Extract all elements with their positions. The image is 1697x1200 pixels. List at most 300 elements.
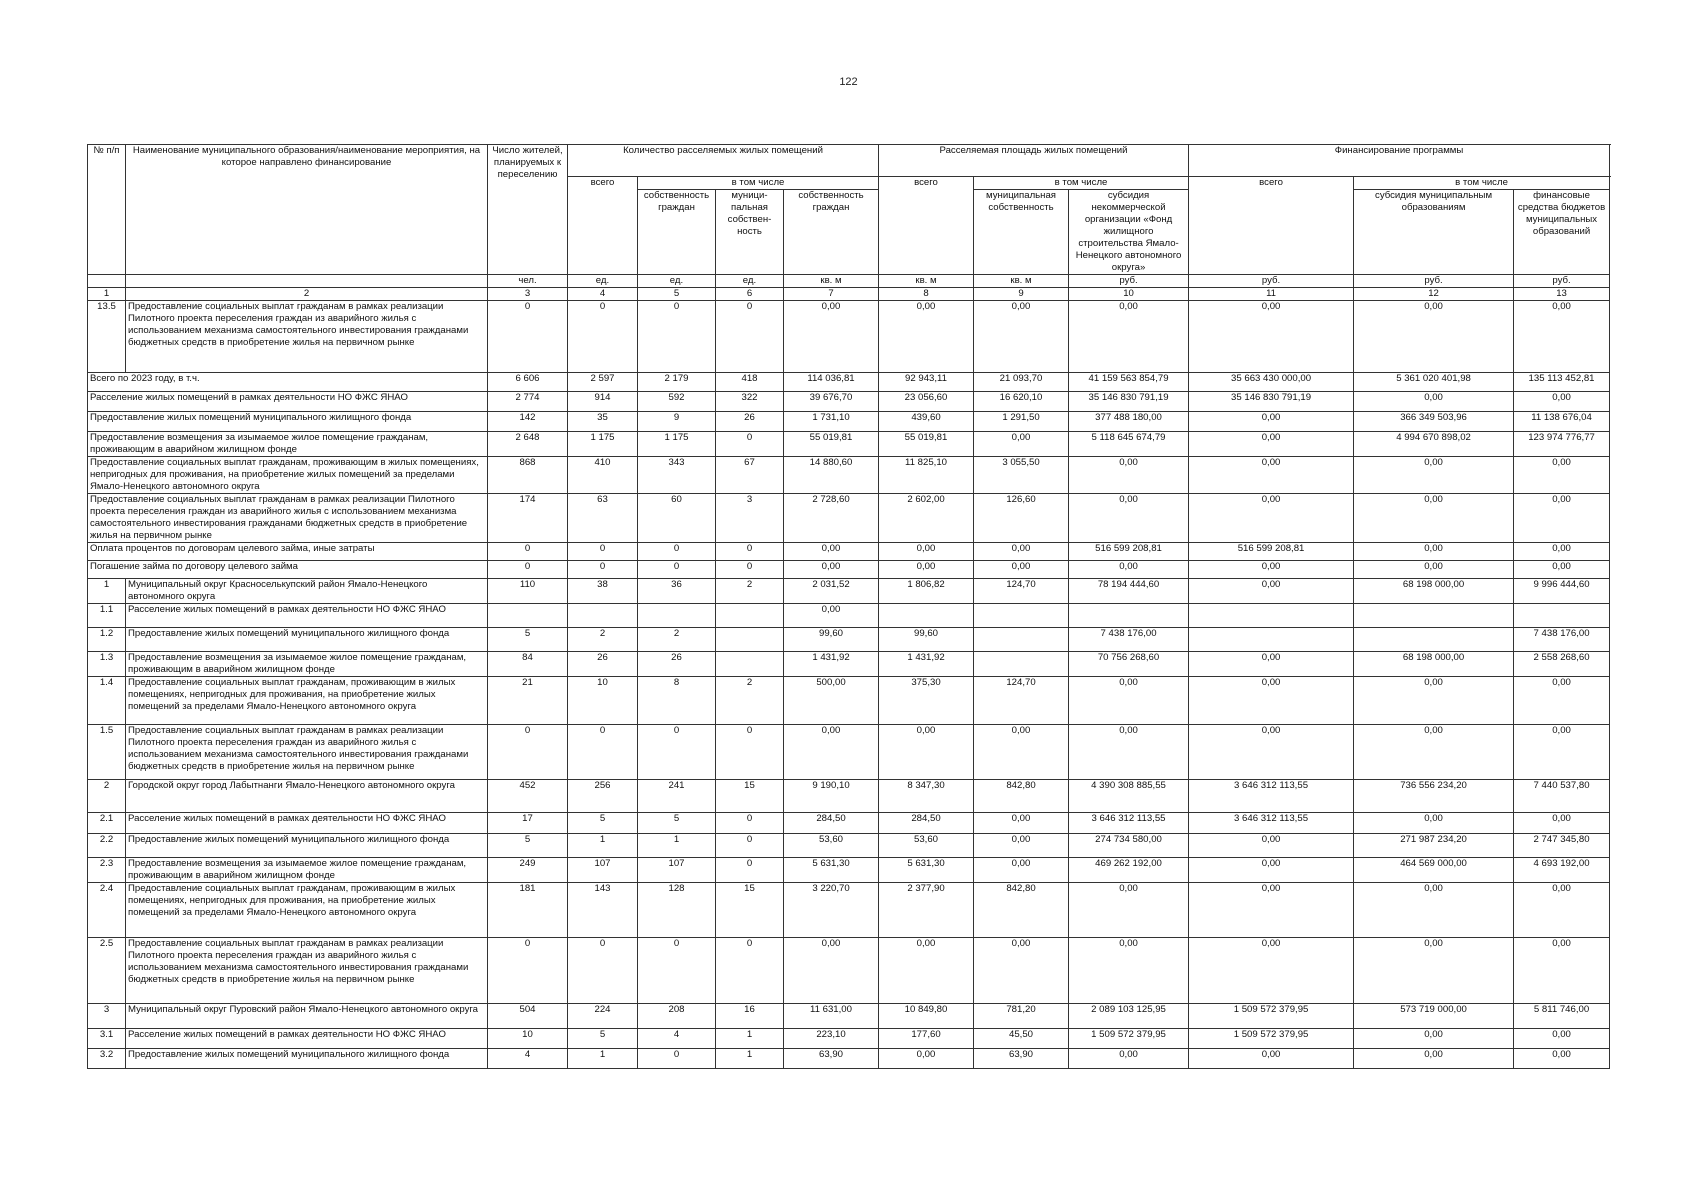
row-name: Муниципальный округ Пуровский район Ямало-Ненецкого автономного округа — [126, 1004, 488, 1029]
column-number: 9 — [974, 288, 1069, 301]
value-cell: 11 631,00 — [784, 1004, 879, 1029]
value-cell: 0,00 — [1354, 301, 1514, 373]
value-cell: 0,00 — [1514, 813, 1610, 834]
value-cell: 0,00 — [1354, 494, 1514, 543]
value-cell: 0 — [716, 834, 784, 858]
row-name: Предоставление возмещения за изымаемое жилое помещение гражданам, проживающим в аварийном жилищном фонде — [126, 858, 488, 883]
value-cell: 26 — [638, 652, 716, 677]
value-cell: 7 438 176,00 — [1514, 628, 1610, 652]
column-number: 3 — [488, 288, 568, 301]
value-cell: 5 118 645 674,79 — [1069, 432, 1189, 457]
value-cell: 0,00 — [1189, 652, 1354, 677]
row-name: Предоставление возмещения за изымаемое жилое помещение гражданам, проживающим в аварийном жилищном фонде — [88, 432, 488, 457]
value-cell: 0 — [568, 725, 638, 780]
row-name: Предоставление возмещения за изымаемое жилое помещение гражданам, проживающим в аварийном жилищном фонде — [126, 652, 488, 677]
value-cell: 1 — [716, 1029, 784, 1049]
value-cell: 5 — [568, 813, 638, 834]
row-name: Предоставление жилых помещений муниципального жилищного фонда — [126, 628, 488, 652]
value-cell: 208 — [638, 1004, 716, 1029]
value-cell: 0,00 — [1514, 883, 1610, 938]
value-cell: 126,60 — [974, 494, 1069, 543]
value-cell: 6 606 — [488, 373, 568, 392]
value-cell: 0 — [638, 1049, 716, 1069]
row-number: 2.3 — [88, 858, 126, 883]
header-area-citizens: собственность граждан — [784, 190, 879, 275]
value-cell: 0,00 — [1189, 834, 1354, 858]
table-row — [88, 1029, 1610, 1049]
value-cell: 0,00 — [1354, 457, 1514, 494]
value-cell: 0 — [716, 813, 784, 834]
value-cell: 868 — [488, 457, 568, 494]
table-row — [88, 628, 1610, 652]
value-cell: 99,60 — [879, 628, 974, 652]
table-row — [88, 604, 1610, 628]
column-number: 8 — [879, 288, 974, 301]
value-cell: 0,00 — [974, 301, 1069, 373]
value-cell: 0,00 — [1189, 457, 1354, 494]
value-cell: 0 — [716, 561, 784, 579]
value-cell: 0,00 — [1069, 561, 1189, 579]
value-cell: 17 — [488, 813, 568, 834]
table-row — [88, 457, 1610, 494]
value-cell: 39 676,70 — [784, 392, 879, 412]
value-cell: 1 — [568, 834, 638, 858]
value-cell: 2 179 — [638, 373, 716, 392]
value-cell: 781,20 — [974, 1004, 1069, 1029]
value-cell: 10 849,80 — [879, 1004, 974, 1029]
value-cell: 142 — [488, 412, 568, 432]
value-cell: 0,00 — [1514, 1029, 1610, 1049]
column-number: 7 — [784, 288, 879, 301]
table-row — [88, 834, 1610, 858]
value-cell: 70 756 268,60 — [1069, 652, 1189, 677]
value-cell: 410 — [568, 457, 638, 494]
value-cell: 322 — [716, 392, 784, 412]
column-number: 10 — [1069, 288, 1189, 301]
page-number: 122 — [839, 76, 858, 88]
value-cell: 5 — [488, 628, 568, 652]
value-cell: 2 774 — [488, 392, 568, 412]
table-row — [88, 494, 1610, 543]
value-cell: 0,00 — [784, 301, 879, 373]
row-name: Расселение жилых помещений в рамках деятельности НО ФЖС ЯНАО — [126, 604, 488, 628]
value-cell: 249 — [488, 858, 568, 883]
row-name: Погашение займа по договору целевого займа — [88, 561, 488, 579]
value-cell: 0,00 — [974, 858, 1069, 883]
table-row — [88, 579, 1610, 604]
value-cell: 1 509 572 379,95 — [1189, 1004, 1354, 1029]
value-cell: 124,70 — [974, 677, 1069, 725]
row-name: Предоставление социальных выплат гражданам в рамках реализации Пилотного проекта переселения граждан из аварийного жилья с использованием механизма самостоятельного инвестирования гражданами бюджетных средств в приобретение жилья на первичном рынке — [126, 938, 488, 1004]
table-row — [88, 652, 1610, 677]
value-cell: 68 198 000,00 — [1354, 652, 1514, 677]
column-number: 13 — [1514, 288, 1610, 301]
value-cell: 366 349 503,96 — [1354, 412, 1514, 432]
header-num: № п/п — [88, 145, 126, 275]
value-cell: 55 019,81 — [784, 432, 879, 457]
value-cell: 36 — [638, 579, 716, 604]
value-cell: 0,00 — [1354, 813, 1514, 834]
row-name: Предоставление социальных выплат гражданам, проживающим в жилых помещениях, непригодных для проживания, на приобретение жилых помещений за пределами Ямало-Ненецкого автономного округа — [88, 457, 488, 494]
value-cell: 0,00 — [879, 725, 974, 780]
value-cell: 0,00 — [1069, 457, 1189, 494]
value-cell: 38 — [568, 579, 638, 604]
value-cell: 4 994 670 898,02 — [1354, 432, 1514, 457]
value-cell: 3 055,50 — [974, 457, 1069, 494]
value-cell: 0 — [568, 561, 638, 579]
value-cell: 15 — [716, 780, 784, 813]
table-row — [88, 858, 1610, 883]
header-rooms-municipal: муници-пальная собствен-ность — [716, 190, 784, 275]
unit-cell: кв. м — [974, 275, 1069, 288]
value-cell: 0,00 — [1514, 543, 1610, 561]
value-cell: 0,00 — [1189, 883, 1354, 938]
value-cell: 23 056,60 — [879, 392, 974, 412]
value-cell: 11 138 676,04 — [1514, 412, 1610, 432]
table-row — [88, 373, 1610, 392]
value-cell: 0,00 — [1189, 1049, 1354, 1069]
row-number: 1.3 — [88, 652, 126, 677]
value-cell: 84 — [488, 652, 568, 677]
value-cell: 0,00 — [1189, 579, 1354, 604]
row-name: Оплата процентов по договорам целевого займа, иные затраты — [88, 543, 488, 561]
row-number: 3.1 — [88, 1029, 126, 1049]
value-cell: 0,00 — [879, 1049, 974, 1069]
value-cell: 0 — [638, 561, 716, 579]
table-row — [88, 1049, 1610, 1069]
value-cell: 5 — [488, 834, 568, 858]
row-name: Предоставление социальных выплат гражданам в рамках реализации Пилотного проекта переселения граждан из аварийного жилья с использованием механизма самостоятельного инвестирования гражданами бюджетных средств в приобретение жилья на первичном рынке — [126, 725, 488, 780]
table-row — [88, 543, 1610, 561]
value-cell: 0,00 — [1354, 938, 1514, 1004]
value-cell: 0,00 — [879, 301, 974, 373]
value-cell: 0,00 — [1189, 494, 1354, 543]
table-row — [88, 392, 1610, 412]
column-number: 12 — [1354, 288, 1514, 301]
column-number: 6 — [716, 288, 784, 301]
table-row — [88, 677, 1610, 725]
value-cell: 0,00 — [1069, 883, 1189, 938]
row-number: 1.5 — [88, 725, 126, 780]
value-cell: 1 175 — [568, 432, 638, 457]
value-cell: 0 — [488, 561, 568, 579]
value-cell: 10 — [488, 1029, 568, 1049]
value-cell: 78 194 444,60 — [1069, 579, 1189, 604]
value-cell: 41 159 563 854,79 — [1069, 373, 1189, 392]
value-cell: 3 — [716, 494, 784, 543]
table-row — [88, 813, 1610, 834]
table-row — [88, 432, 1610, 457]
value-cell: 99,60 — [784, 628, 879, 652]
value-cell: 8 — [638, 677, 716, 725]
value-cell: 0,00 — [974, 432, 1069, 457]
value-cell — [638, 604, 716, 628]
table-row — [88, 301, 1610, 373]
value-cell: 7 438 176,00 — [1069, 628, 1189, 652]
value-cell: 0,00 — [1189, 858, 1354, 883]
header-finance-incl: в том числе — [1354, 177, 1610, 190]
row-number: 2.1 — [88, 813, 126, 834]
row-number: 13.5 — [88, 301, 126, 373]
value-cell: 271 987 234,20 — [1354, 834, 1514, 858]
value-cell: 2 031,52 — [784, 579, 879, 604]
value-cell: 375,30 — [879, 677, 974, 725]
value-cell — [974, 652, 1069, 677]
unit-cell: руб. — [1069, 275, 1189, 288]
value-cell: 842,80 — [974, 780, 1069, 813]
value-cell: 9 190,10 — [784, 780, 879, 813]
unit-cell: ед. — [716, 275, 784, 288]
value-cell: 0 — [638, 543, 716, 561]
value-cell — [1354, 604, 1514, 628]
value-cell: 0,00 — [1354, 543, 1514, 561]
value-cell: 92 943,11 — [879, 373, 974, 392]
row-number: 2.4 — [88, 883, 126, 938]
value-cell: 35 — [568, 412, 638, 432]
row-name: Предоставление социальных выплат гражданам, проживающим в жилых помещениях, непригодных для проживания, на приобретение жилых помещений за пределами Ямало-Ненецкого автономного округа — [126, 677, 488, 725]
value-cell: 3 646 312 113,55 — [1189, 813, 1354, 834]
value-cell: 452 — [488, 780, 568, 813]
value-cell: 2 597 — [568, 373, 638, 392]
row-name: Расселение жилых помещений в рамках деятельности НО ФЖС ЯНАО — [88, 392, 488, 412]
value-cell: 53,60 — [879, 834, 974, 858]
row-name: Предоставление жилых помещений муниципального жилищного фонда — [126, 834, 488, 858]
value-cell: 5 631,30 — [879, 858, 974, 883]
value-cell: 63,90 — [974, 1049, 1069, 1069]
value-cell: 0,00 — [1354, 561, 1514, 579]
value-cell: 0,00 — [1514, 725, 1610, 780]
value-cell: 9 — [638, 412, 716, 432]
row-name: Предоставление жилых помещений муниципального жилищного фонда — [88, 412, 488, 432]
value-cell: 2 — [568, 628, 638, 652]
value-cell: 0 — [716, 432, 784, 457]
table-row — [88, 412, 1610, 432]
value-cell: 516 599 208,81 — [1069, 543, 1189, 561]
value-cell: 35 146 830 791,19 — [1189, 392, 1354, 412]
value-cell: 0 — [568, 301, 638, 373]
value-cell: 0 — [638, 938, 716, 1004]
value-cell: 0 — [638, 301, 716, 373]
row-name: Предоставление социальных выплат гражданам, проживающим в жилых помещениях, непригодных для проживания, на приобретение жилых помещений за пределами Ямало-Ненецкого автономного округа — [126, 883, 488, 938]
value-cell: 110 — [488, 579, 568, 604]
value-cell: 1 291,50 — [974, 412, 1069, 432]
value-cell: 1 175 — [638, 432, 716, 457]
value-cell: 0,00 — [1354, 883, 1514, 938]
value-cell: 123 974 776,77 — [1514, 432, 1610, 457]
value-cell: 0 — [488, 543, 568, 561]
table-row — [88, 938, 1610, 1004]
column-number: 5 — [638, 288, 716, 301]
value-cell: 21 093,70 — [974, 373, 1069, 392]
value-cell: 0,00 — [1354, 1049, 1514, 1069]
value-cell: 35 663 430 000,00 — [1189, 373, 1354, 392]
value-cell: 0,00 — [1354, 1029, 1514, 1049]
unit-cell: руб. — [1514, 275, 1610, 288]
unit-cell: ед. — [638, 275, 716, 288]
header-rooms-group: Количество расселяемых жилых помещений — [568, 145, 879, 177]
value-cell: 53,60 — [784, 834, 879, 858]
value-cell: 177,60 — [879, 1029, 974, 1049]
value-cell: 0,00 — [1069, 1049, 1189, 1069]
row-name: Предоставление социальных выплат гражданам в рамках реализации Пилотного проекта переселения граждан из аварийного жилья с использованием механизма самостоятельного инвестирования гражданами бюджетных средств в приобретение жилья на первичном рынке — [126, 301, 488, 373]
header-rooms-incl: в том числе — [638, 177, 879, 190]
value-cell: 256 — [568, 780, 638, 813]
header-finance-group: Финансирование программы — [1189, 145, 1610, 177]
value-cell: 0 — [716, 725, 784, 780]
value-cell: 500,00 — [784, 677, 879, 725]
value-cell: 1 806,82 — [879, 579, 974, 604]
header-area-total: всего — [879, 177, 974, 275]
value-cell: 0,00 — [1354, 677, 1514, 725]
value-cell: 4 — [638, 1029, 716, 1049]
value-cell: 11 825,10 — [879, 457, 974, 494]
value-cell — [974, 628, 1069, 652]
value-cell: 4 — [488, 1049, 568, 1069]
value-cell: 0,00 — [1189, 938, 1354, 1004]
value-cell: 0,00 — [1354, 392, 1514, 412]
value-cell: 0,00 — [1514, 1049, 1610, 1069]
value-cell: 5 811 746,00 — [1514, 1004, 1610, 1029]
value-cell: 0,00 — [1189, 561, 1354, 579]
value-cell: 14 880,60 — [784, 457, 879, 494]
row-name: Расселение жилых помещений в рамках деятельности НО ФЖС ЯНАО — [126, 1029, 488, 1049]
row-number: 1.4 — [88, 677, 126, 725]
value-cell: 181 — [488, 883, 568, 938]
column-number: 1 — [88, 288, 126, 301]
value-cell: 0 — [716, 858, 784, 883]
value-cell: 2 728,60 — [784, 494, 879, 543]
unit-cell: ед. — [568, 275, 638, 288]
unit-cell: руб. — [1189, 275, 1354, 288]
table-row — [88, 561, 1610, 579]
value-cell — [879, 604, 974, 628]
value-cell: 1 509 572 379,95 — [1069, 1029, 1189, 1049]
value-cell: 0,00 — [1354, 725, 1514, 780]
value-cell: 5 361 020 401,98 — [1354, 373, 1514, 392]
value-cell: 0,00 — [1514, 301, 1610, 373]
value-cell: 0,00 — [1189, 301, 1354, 373]
unit-cell: кв. м — [879, 275, 974, 288]
row-number: 2 — [88, 780, 126, 813]
value-cell: 2 648 — [488, 432, 568, 457]
row-name: Всего по 2023 году, в т.ч. — [88, 373, 488, 392]
header-fund-subsidy: субсидия некоммерческой организации «Фонд жилищного строительства Ямало-Ненецкого автономного округа» — [1069, 190, 1189, 275]
value-cell — [974, 604, 1069, 628]
value-cell: 4 693 192,00 — [1514, 858, 1610, 883]
value-cell: 3 220,70 — [784, 883, 879, 938]
value-cell — [1514, 604, 1610, 628]
value-cell: 0,00 — [974, 834, 1069, 858]
row-number: 2.2 — [88, 834, 126, 858]
value-cell — [1189, 604, 1354, 628]
value-cell: 60 — [638, 494, 716, 543]
value-cell — [1069, 604, 1189, 628]
value-cell: 5 — [638, 813, 716, 834]
value-cell: 0,00 — [784, 543, 879, 561]
table-row — [88, 883, 1610, 938]
value-cell: 274 734 580,00 — [1069, 834, 1189, 858]
value-cell — [1189, 628, 1354, 652]
value-cell: 0,00 — [784, 604, 879, 628]
value-cell: 16 — [716, 1004, 784, 1029]
value-cell: 35 146 830 791,19 — [1069, 392, 1189, 412]
value-cell: 67 — [716, 457, 784, 494]
value-cell: 2 — [716, 579, 784, 604]
value-cell: 0 — [716, 301, 784, 373]
value-cell: 2 — [638, 628, 716, 652]
value-cell: 469 262 192,00 — [1069, 858, 1189, 883]
row-number: 3 — [88, 1004, 126, 1029]
row-number: 2.5 — [88, 938, 126, 1004]
value-cell: 504 — [488, 1004, 568, 1029]
value-cell: 2 558 268,60 — [1514, 652, 1610, 677]
column-number: 4 — [568, 288, 638, 301]
value-cell: 0,00 — [1069, 677, 1189, 725]
value-cell: 0,00 — [974, 725, 1069, 780]
value-cell: 516 599 208,81 — [1189, 543, 1354, 561]
value-cell: 0,00 — [1514, 457, 1610, 494]
header-finance-total: всего — [1189, 177, 1354, 275]
value-cell: 0,00 — [1514, 494, 1610, 543]
value-cell: 0,00 — [784, 725, 879, 780]
value-cell: 1 431,92 — [784, 652, 879, 677]
value-cell: 0,00 — [1189, 725, 1354, 780]
value-cell: 0,00 — [784, 938, 879, 1004]
header-area-municipal: муниципальная собственность — [974, 190, 1069, 275]
value-cell: 0,00 — [1069, 938, 1189, 1004]
value-cell: 0 — [568, 938, 638, 1004]
value-cell: 0 — [488, 938, 568, 1004]
value-cell: 3 646 312 113,55 — [1069, 813, 1189, 834]
value-cell: 63 — [568, 494, 638, 543]
value-cell: 4 390 308 885,55 — [1069, 780, 1189, 813]
unit-cell: чел. — [488, 275, 568, 288]
value-cell: 0 — [716, 938, 784, 1004]
row-number: 1.1 — [88, 604, 126, 628]
value-cell: 0 — [716, 543, 784, 561]
header-name: Наименование муниципального образования/наименование мероприятия, на которое направлено финансирование — [126, 145, 488, 275]
value-cell: 0,00 — [1514, 938, 1610, 1004]
row-name: Муниципальный округ Красноселькупский район Ямало-Ненецкого автономного округа — [126, 579, 488, 604]
value-cell: 464 569 000,00 — [1354, 858, 1514, 883]
column-number: 2 — [126, 288, 488, 301]
value-cell: 0,00 — [974, 938, 1069, 1004]
value-cell: 55 019,81 — [879, 432, 974, 457]
value-cell: 2 089 103 125,95 — [1069, 1004, 1189, 1029]
unit-cell: кв. м — [784, 275, 879, 288]
value-cell: 21 — [488, 677, 568, 725]
value-cell: 63,90 — [784, 1049, 879, 1069]
value-cell: 0,00 — [879, 543, 974, 561]
header-rooms-citizens: собственность граждан — [638, 190, 716, 275]
value-cell: 10 — [568, 677, 638, 725]
row-number: 3.2 — [88, 1049, 126, 1069]
value-cell: 343 — [638, 457, 716, 494]
value-cell — [716, 604, 784, 628]
value-cell: 0,00 — [784, 561, 879, 579]
value-cell: 0,00 — [1514, 392, 1610, 412]
table-row — [88, 725, 1610, 780]
value-cell: 736 556 234,20 — [1354, 780, 1514, 813]
value-cell: 0,00 — [879, 938, 974, 1004]
row-name: Городской округ город Лабытнанги Ямало-Ненецкого автономного округа — [126, 780, 488, 813]
value-cell: 0 — [488, 725, 568, 780]
value-cell: 2 602,00 — [879, 494, 974, 543]
value-cell: 68 198 000,00 — [1354, 579, 1514, 604]
value-cell: 377 488 180,00 — [1069, 412, 1189, 432]
value-cell: 241 — [638, 780, 716, 813]
table-row — [88, 1004, 1610, 1029]
